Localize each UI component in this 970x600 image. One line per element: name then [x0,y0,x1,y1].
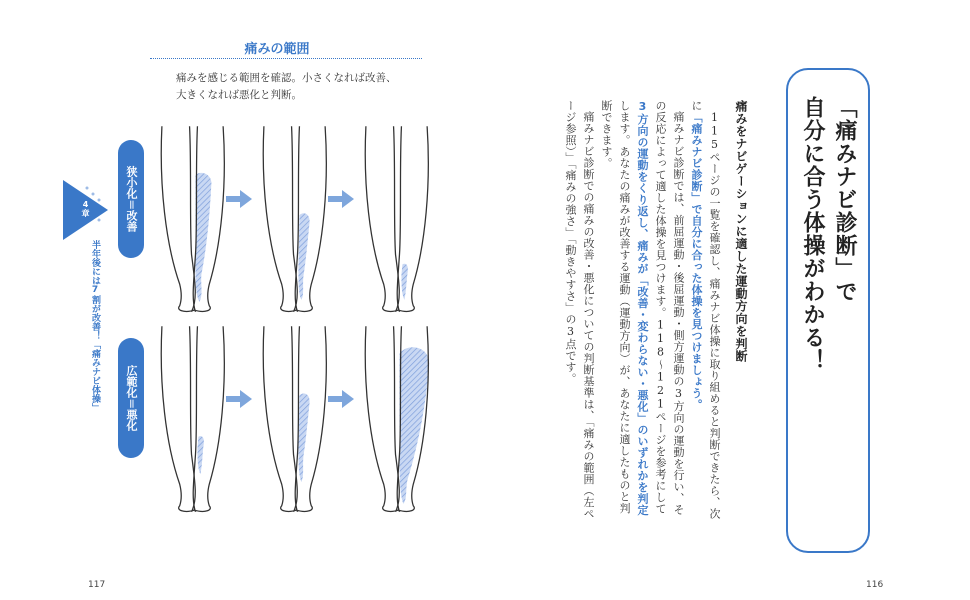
pain-area [195,173,211,302]
headline-line-1: 「痛みナビ診断」で [832,96,857,303]
body-text [548,100,723,520]
headline [796,96,860,536]
legs-illustration-large-pain [156,125,231,315]
pain-area [197,436,203,474]
paragraph-2 [597,100,687,520]
legs-illustration-large-pain [360,325,435,515]
legs-illustration-small-pain [360,125,435,315]
subheading: 痛みをナビゲーションに適した運動方向を判断 [734,100,748,363]
pain-area [401,264,407,300]
pain-area [298,213,309,300]
section-description [176,70,416,104]
pain-area [298,393,309,482]
legs-illustration-medium-pain [258,125,333,315]
body-text-span: します。あなたの痛みが改善する運動（運動方向）が、あなたに適したものと判断できます。 [600,100,631,514]
label-narrowing-improvement: 狭小化＝改善 [118,140,144,258]
page-number-left: 117 [88,580,106,590]
arrow-right-icon [226,390,252,408]
arrow-right-icon [226,190,252,208]
title-divider [150,58,422,59]
body-text-span: 115ページの一覧を確認し、痛みナビ体操に取り組めると判断できたら、次に [690,100,721,520]
arrow-right-icon [328,390,354,408]
headline-line-2: 自分に合う体操がわかる！ [800,96,825,372]
description-line-1: 痛みを感じる範囲を確認。小さくなれば改善、 [176,72,397,84]
highlight-text: 3方向の運動をくり返し、痛みが「改善・変わらない・悪化」のいずれかを判定 [636,100,649,516]
legs-illustration-medium-pain [258,325,333,515]
label-widening-worsening: 広範化＝悪化 [118,338,144,458]
highlight-text: 「痛みナビ診断」で自分に合った体操を見つけましょう。 [690,111,703,411]
description-line-2: 大きくなれば悪化と判断。 [176,89,302,101]
chapter-badge: 4章 [81,200,90,217]
paragraph-1 [687,100,723,520]
chapter-title: 半年後には7割が改善！「痛みナビ体操」 [90,240,100,412]
section-title: 痛みの範囲 [244,42,310,57]
body-text-span: 痛みナビ診断では、前屈運動・後屈運動・側方運動の3方向の運動を行い、その反応によって適した体操を見つけます。118〜121ページを参考にして [654,100,685,516]
arrow-right-icon [328,190,354,208]
page-number-right: 116 [866,580,884,590]
paragraph-3: 痛みナビ診断での痛みの改善・悪化についての判断基準は、「痛みの範囲（左ページ参照）」「痛みの強さ」「動きやすさ」の3点です。 [564,100,595,520]
legs-illustration-small-pain [156,325,231,515]
